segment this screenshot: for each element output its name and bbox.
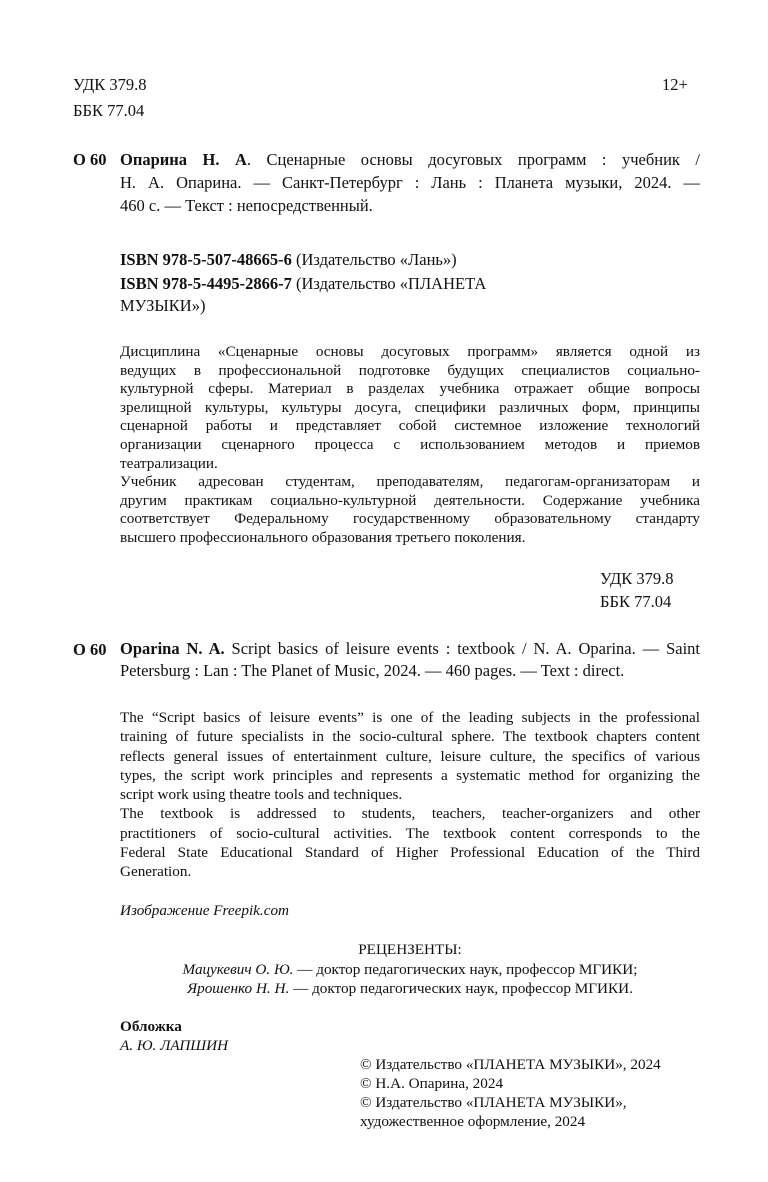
ru-entry-code: О 60	[73, 150, 107, 169]
en-entry-line: Petersburg : Lan : The Planet of Music, 2024. — 460 pages. — Text : direct.	[120, 661, 625, 680]
isbn-number: ISBN 978-5-4495-2866-7	[120, 274, 292, 293]
ru-abstract-line: зрелищной культуры, культуры досуга, специфики различных форм, принципы	[120, 398, 700, 416]
ru-abstract-line: театрализации.	[120, 454, 218, 472]
ru-abstract	[120, 343, 700, 548]
isbn-2	[120, 273, 486, 317]
en-abstract	[120, 708, 700, 882]
ru-abstract-line: высшего профессионального образования третьего поколения.	[120, 528, 526, 546]
reviewer-item	[120, 960, 700, 980]
ru-abstract-line: другим практикам социально-культурной деятельности. Содержание учебника	[120, 491, 700, 509]
copyright	[360, 1055, 661, 1131]
ru-entry-line: 460 с. — Текст : непосредственный.	[120, 196, 373, 215]
cover-artist: А. Ю. ЛАПШИН	[120, 1037, 229, 1054]
reviewer-desc: — доктор педагогических наук, профессор МГИКИ;	[293, 960, 638, 978]
ru-abstract-line: организации сценарного процесса с использованием методов и приемов	[120, 435, 700, 453]
isbn-publisher: (Издательство «ПЛАНЕТА	[291, 274, 487, 293]
cover-label: Обложка	[120, 1018, 182, 1035]
en-abstract-line: The textbook is addressed to students, teachers, teacher-organizers and other	[120, 805, 700, 823]
en-author: Oparina N. A.	[120, 639, 225, 658]
en-abstract-line: The “Script basics of leisure events” is one of the leading subjects in the professional	[120, 709, 700, 726]
en-abstract-line: reflects general issues of entertainment culture, leisure culture, the specifics of various	[120, 747, 700, 765]
isbn-number: ISBN 978-5-507-48665-6	[120, 250, 292, 269]
ru-entry-line: Н. А. Опарина. — Санкт-Петербург : Лань : Планета музыки, 2024. —	[120, 173, 700, 192]
en-entry-code: О 60	[73, 640, 107, 659]
isbn-publisher: (Издательство «Лань»)	[291, 250, 457, 269]
copyright-line: © Издательство «ПЛАНЕТА МУЗЫКИ»,	[360, 1094, 627, 1111]
age-rating: 12+	[662, 75, 688, 94]
isbn-publisher-cont: МУЗЫКИ»)	[120, 296, 206, 315]
ru-abstract-line: соответствует Федеральному государственному образовательному стандарту	[120, 510, 700, 528]
header-udk: УДК 379.8	[73, 75, 147, 94]
ru-author: Опарина Н. А	[120, 150, 247, 169]
reviewer-desc: — доктор педагогических наук, профессор МГИКИ.	[289, 980, 633, 997]
en-bibliographic-entry	[120, 638, 700, 682]
ru-abstract-line: Дисциплина «Сценарные основы досуговых программ» является одной из	[120, 343, 700, 360]
image-credit: Изображение Freepik.com	[120, 902, 290, 919]
ru-entry-line: . Сценарные основы досуговых программ : учебник /	[246, 150, 700, 169]
en-abstract-line: Federal State Educational Standard of Higher Professional Education of the Third	[120, 844, 700, 862]
classification-udk: УДК 379.8	[600, 569, 674, 588]
isbn-1	[120, 247, 457, 273]
en-abstract-line: types, the script work principles and represents a systematic method for organizing the	[120, 766, 700, 784]
reviewers	[120, 940, 700, 999]
reviewer-name: Мацукевич О. Ю.	[182, 960, 294, 978]
classification-bbk: ББК 77.04	[600, 592, 672, 611]
reviewers-title: РЕЦЕНЗЕНТЫ:	[358, 941, 462, 958]
reviewer-name: Ярошенко Н. Н.	[187, 980, 290, 997]
ru-abstract-line: Учебник адресован студентам, преподавателям, педагогам-организаторам и	[120, 473, 700, 491]
en-entry-line: Script basics of leisure events : textbook / N. A. Oparina. — Saint	[224, 639, 700, 658]
en-abstract-line: Generation.	[120, 863, 192, 881]
en-abstract-line: script work using theatre tools and techniques.	[120, 786, 403, 804]
cover-credit	[120, 1017, 228, 1055]
copyright-line: художественное оформление, 2024	[360, 1113, 586, 1130]
ru-abstract-line: культурной сферы. Материал в разделах учебника отражает общие вопросы	[120, 380, 700, 398]
classification	[600, 567, 674, 613]
ru-bibliographic-entry	[120, 148, 700, 217]
header-bbk: ББК 77.04	[73, 101, 145, 120]
copyright-line: © Н.А. Опарина, 2024	[360, 1075, 504, 1092]
ru-abstract-line: ведущих в профессиональной подготовке будущих специалистов социально-	[120, 361, 700, 379]
ru-abstract-line: сценарной работы и представляет собой системное изложение технологий	[120, 417, 700, 435]
copyright-line: © Издательство «ПЛАНЕТА МУЗЫКИ», 2024	[360, 1056, 661, 1073]
en-abstract-line: training of future specialists in the socio-cultural sphere. The textbook chapters content	[120, 728, 700, 746]
en-abstract-line: practitioners of socio-cultural activities. The textbook content corresponds to the	[120, 824, 700, 842]
reviewer-item	[120, 979, 700, 999]
